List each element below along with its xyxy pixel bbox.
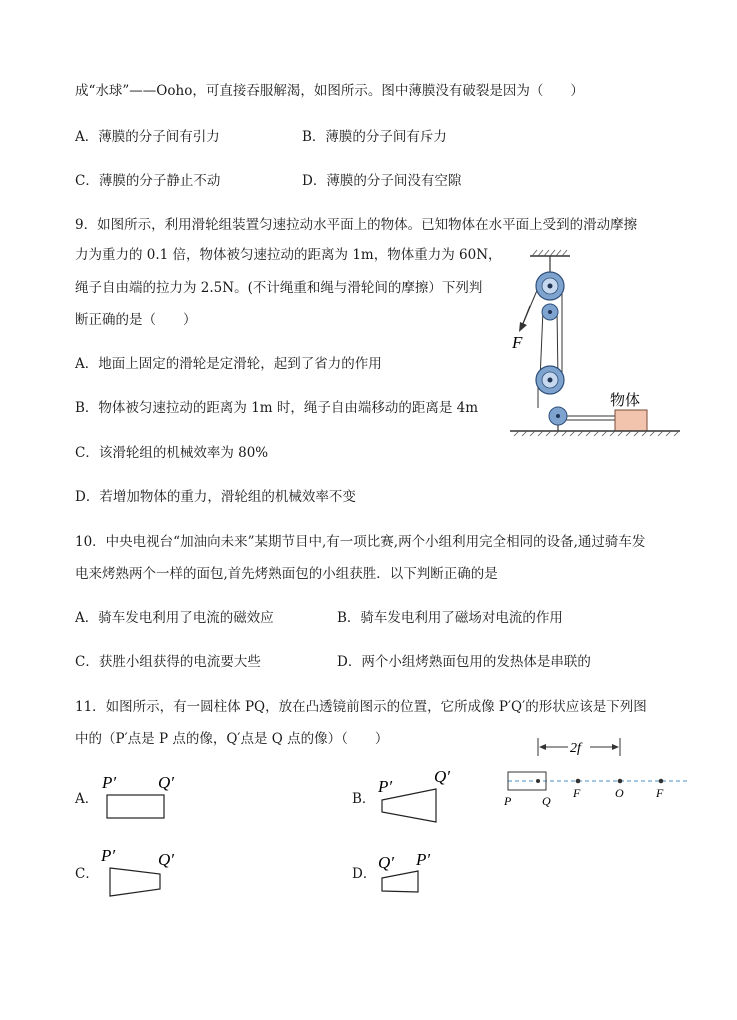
q8-option-c: C．薄膜的分子静止不动 — [75, 173, 221, 189]
force-arrow — [519, 306, 530, 332]
q11-stem-line-1: 11．如图所示，有一圆柱体 PQ，放在凸透镜前图示的位置，它所成像 P′Q′的形状应该是下列图 — [75, 699, 647, 715]
q10-option-d: D．两个小组烤熟面包用的发热体是串联的 — [337, 654, 591, 670]
q9-option-a: A．地面上固定的滑轮是定滑轮，起到了省力的作用 — [75, 356, 382, 372]
top-fixed-pulley — [536, 272, 564, 300]
lower-pulley — [536, 366, 564, 394]
force-label: F — [512, 333, 523, 352]
ground — [510, 431, 680, 436]
label-f2: F — [656, 786, 664, 800]
option-c-image-shape — [110, 868, 160, 896]
point-q-dot — [536, 779, 540, 783]
q9-option-c: C．该滑轮组的机械效率为 80% — [75, 445, 269, 461]
option-c-q-prime: Q′ — [158, 850, 174, 869]
pulley-system-figure — [500, 248, 690, 438]
option-a-p-prime: P′ — [102, 773, 117, 792]
q11-option-a-letter: A． — [75, 791, 99, 807]
option-c-p-prime: P′ — [101, 846, 116, 865]
q10-stem-line-2: 电来烤熟两个一样的面包,首先烤熟面包的小组获胜．以下判断正确的是 — [75, 566, 498, 582]
focus-f2-dot — [659, 779, 664, 784]
q10-option-a: A．骑车发电利用了电流的磁效应 — [75, 610, 274, 626]
small-pulley — [542, 304, 558, 320]
label-q: Q — [542, 794, 551, 808]
q10-option-c: C．获胜小组获得的电流要大些 — [75, 654, 261, 670]
option-b-p-prime: P′ — [378, 777, 393, 796]
q9-option-d: D．若增加物体的重力，滑轮组的机械效率不变 — [75, 489, 356, 505]
option-d-q-prime: Q′ — [378, 853, 394, 872]
q9-stem-line-2: 力为重力的 0.1 倍，物体被匀速拉动的距离为 1m，物体重力为 60N， — [75, 247, 502, 263]
q9-stem-line-1: 9．如图所示，利用滑轮组装置匀速拉动水平面上的物体。已知物体在水平面上受到的滑动摩擦 — [75, 217, 638, 233]
label-f1: F — [573, 786, 581, 800]
option-d-p-prime: P′ — [416, 850, 431, 869]
q11-option-a-figure — [98, 764, 188, 824]
q11-option-d-figure — [372, 844, 472, 900]
q11-option-b-figure — [372, 762, 472, 826]
ground-fixed-pulley — [549, 407, 567, 431]
dimension-label: 2f — [570, 741, 581, 756]
label-o: O — [615, 786, 624, 800]
lens-setup-figure — [498, 734, 693, 810]
q11-option-c-letter: C． — [75, 866, 99, 882]
option-a-image-shape — [107, 795, 164, 818]
ropes — [522, 288, 615, 420]
q10-stem-line-1: 10．中央电视台“加油向未来”某期节目中,有一项比赛,两个小组利用完全相同的设备,通过骑车发 — [75, 534, 646, 550]
focus-f1-dot — [576, 779, 581, 784]
label-p: P — [504, 794, 512, 808]
q9-stem-line-4: 断正确的是（ ） — [75, 312, 197, 328]
q11-stem-line-2: 中的（P′点是 P 点的像，Q′点是 Q 点的像）（ ） — [75, 731, 389, 747]
option-d-image-shape — [382, 871, 418, 892]
q11-option-c-figure — [98, 840, 188, 906]
q11-option-d-letter: D． — [352, 866, 377, 882]
q8-stem: 成“水球”——Ooho，可直接吞服解渴，如图所示。图中薄膜没有破裂是因为（ ） — [75, 83, 584, 99]
q8-option-b: B．薄膜的分子间有斥力 — [302, 129, 447, 145]
option-b-q-prime: Q′ — [434, 767, 450, 786]
cylinder-pq — [508, 772, 546, 790]
q8-option-d: D．薄膜的分子间没有空隙 — [302, 173, 462, 189]
q8-option-a: A．薄膜的分子间有引力 — [75, 129, 220, 145]
q11-option-b-letter: B． — [352, 791, 376, 807]
ceiling — [530, 250, 570, 272]
q10-option-b: B．骑车发电利用了磁场对电流的作用 — [337, 610, 563, 626]
object-label: 物体 — [610, 391, 641, 409]
object-block — [615, 410, 647, 431]
option-a-q-prime: Q′ — [158, 773, 174, 792]
optical-center-dot — [618, 779, 623, 784]
q9-stem-line-3: 绳子自由端的拉力为 2.5N。(不计绳重和绳与滑轮间的摩擦）下列判 — [75, 280, 483, 296]
q9-option-b: B．物体被匀速拉动的距离为 1m 时，绳子自由端移动的距离是 4m — [75, 400, 479, 416]
